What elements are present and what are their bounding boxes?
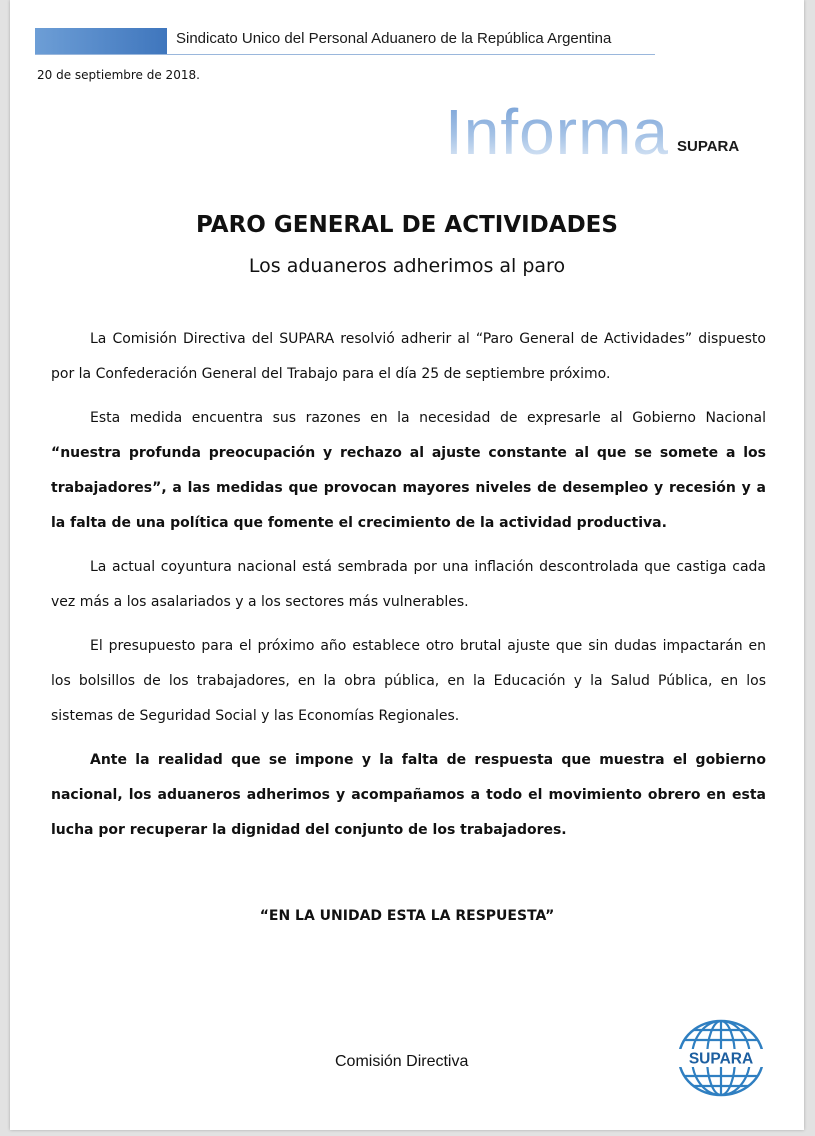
paragraph-5-text: Ante la realidad que se impone y la falta de respuesta que muestra el gobierno nacional, los aduaneros adherimos y acompañamos a todo el movimiento obrero en esta lucha por recuperar la dignidad del conjunto de los trabajadores. xyxy=(51,752,766,838)
paragraph-2-intro: Esta medida encuentra sus razones en la necesidad de expresarle al Gobierno Nacional xyxy=(90,410,766,426)
paragraph-1: La Comisión Directiva del SUPARA resolvió adherir al “Paro General de Actividades” dispuesto por la Confederación General del Trabajo para el día 25 de septiembre próximo. xyxy=(51,331,766,382)
header-rule xyxy=(35,54,655,55)
paragraph-4: El presupuesto para el próximo año establece otro brutal ajuste que sin dudas impactarán en los bolsillos de los trabajadores, en la obra pública, en la Educación y la Salud Pública, en los sistemas de Seguridad Social y las Economías Regionales. xyxy=(51,638,766,724)
logo-text: SUPARA xyxy=(688,1050,754,1068)
header-organization: Sindicato Unico del Personal Aduanero de la República Argentina xyxy=(176,30,612,47)
paragraph-2 xyxy=(51,401,766,541)
paragraph-2-quote: “nuestra profunda preocupación y rechazo al ajuste constante al que se somete a los trabajadores”, a las medidas que provocan mayores niveles de desempleo y recesión y a la falta de una política que fomente el crecimiento de la actividad productiva. xyxy=(51,445,766,531)
paragraph-5 xyxy=(51,743,766,848)
signature: Comisión Directiva xyxy=(335,1053,469,1070)
page-subtitle: Los aduaneros adherimos al paro xyxy=(248,255,566,277)
paragraph-3: La actual coyuntura nacional está sembrada por una inflación descontrolada que castiga cada vez más a los asalariados y a los sectores más vulnerables. xyxy=(51,559,766,610)
supara-logo xyxy=(675,1018,767,1098)
header-accent-bar xyxy=(35,28,167,54)
page-title: PARO GENERAL DE ACTIVIDADES xyxy=(196,212,618,238)
document-page xyxy=(10,0,804,1130)
masthead-brand: SUPARA xyxy=(677,138,740,155)
masthead-informa: Informa xyxy=(445,96,669,168)
document-body xyxy=(51,322,766,857)
document-date: 20 de septiembre de 2018. xyxy=(37,68,200,82)
motto: “EN LA UNIDAD ESTA LA RESPUESTA” xyxy=(259,908,555,924)
